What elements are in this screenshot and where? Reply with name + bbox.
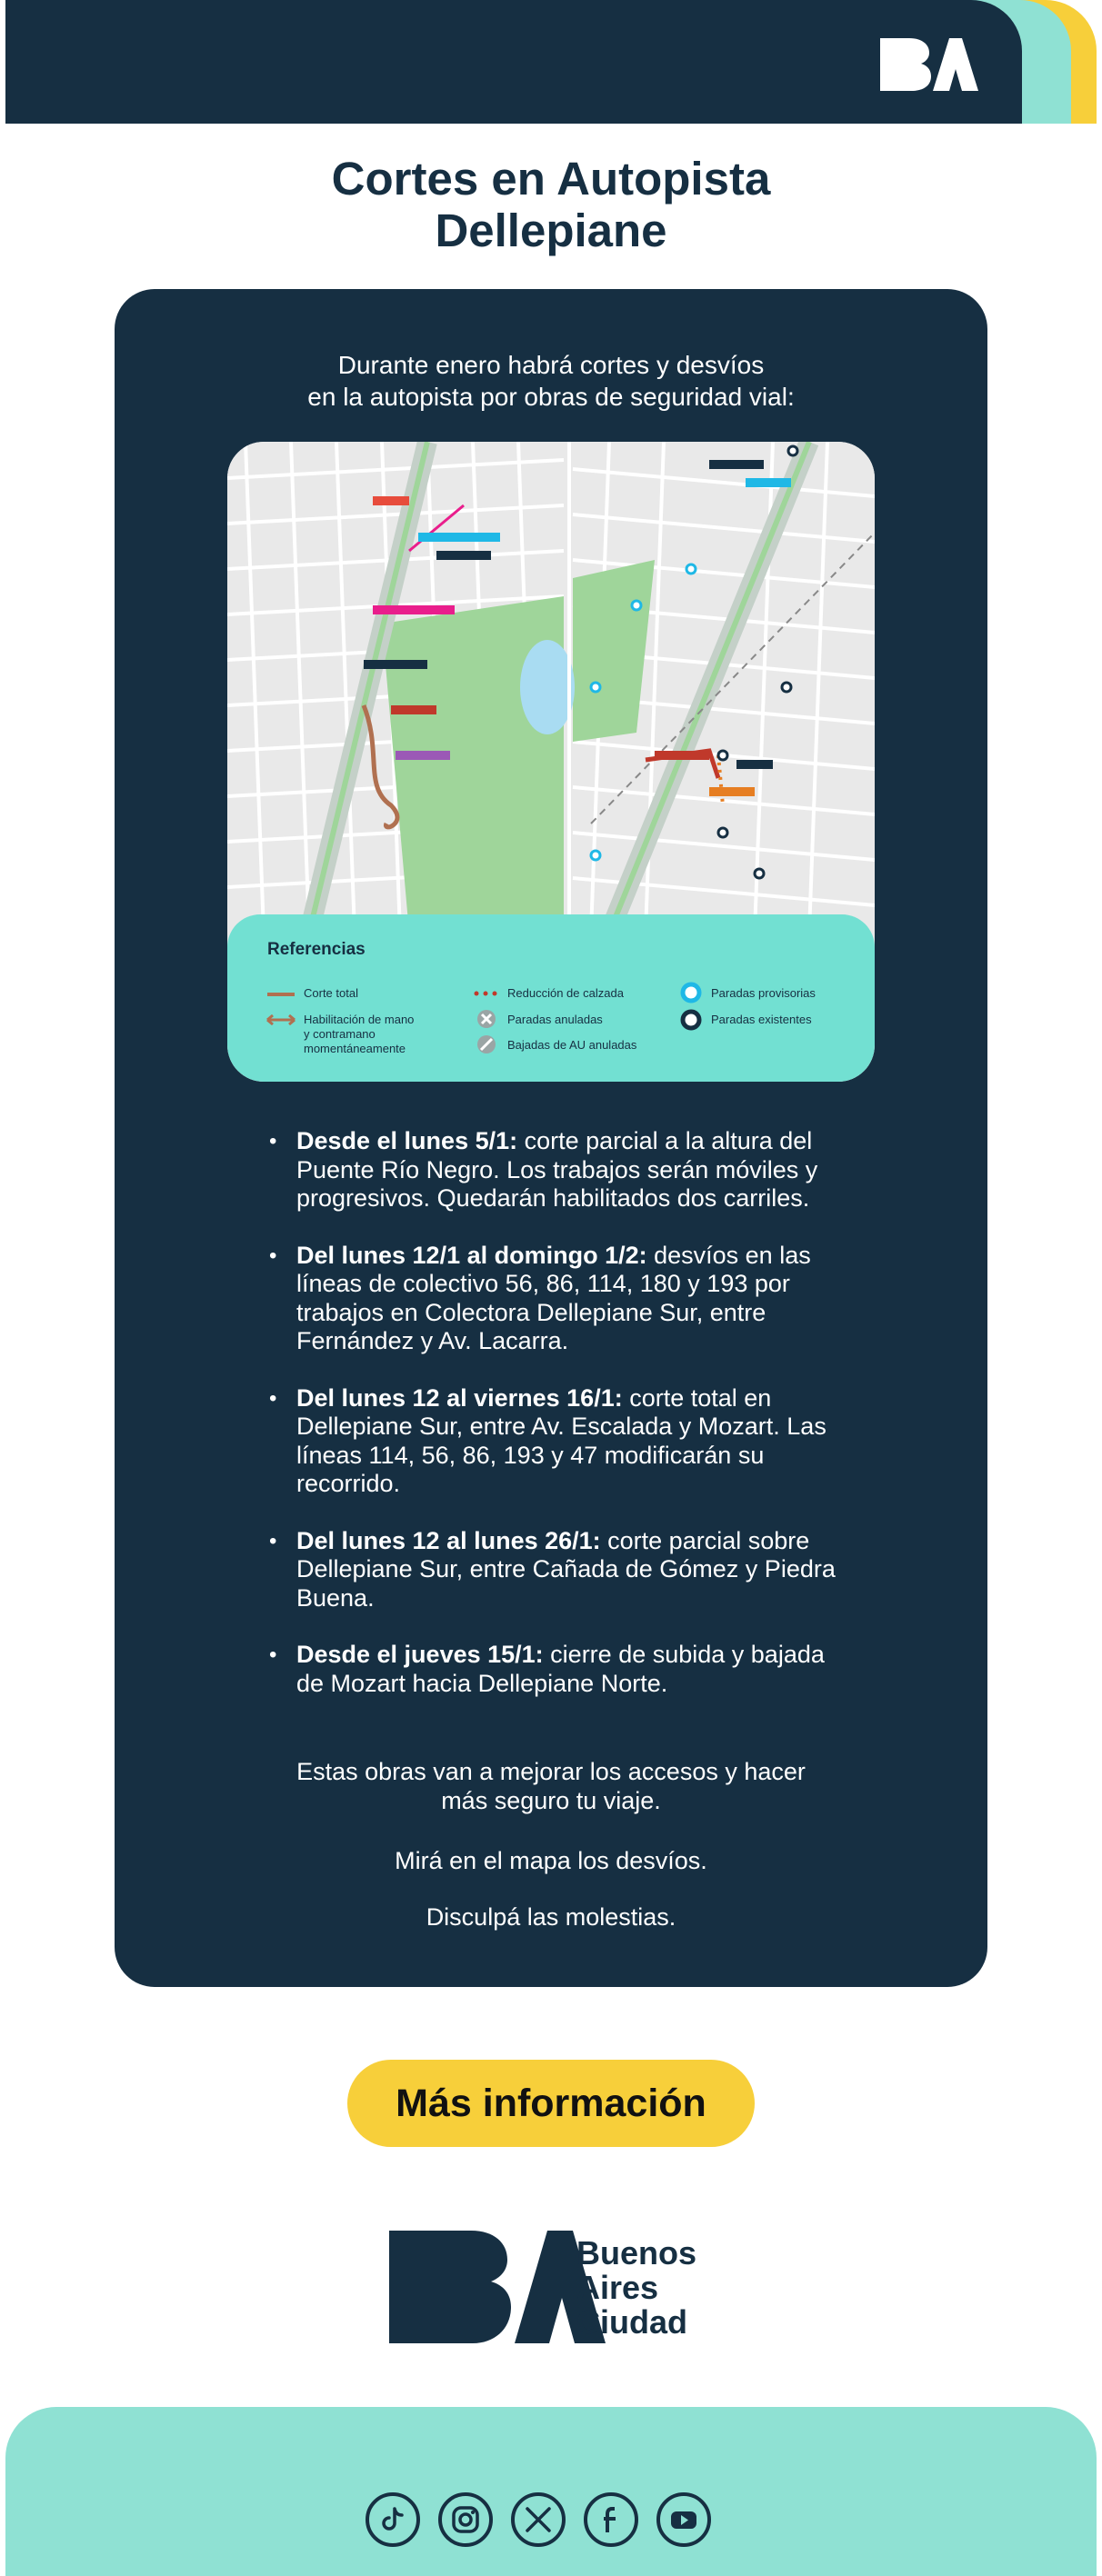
- header-navy-band: [5, 0, 1022, 124]
- ba-logo-icon[interactable]: [878, 36, 980, 93]
- tiktok-icon[interactable]: [366, 2492, 420, 2547]
- bajadas-anuladas-icon: [476, 1034, 496, 1054]
- reduccion-dots-icon: [473, 989, 498, 998]
- footer-band: [5, 2407, 1097, 2576]
- facebook-icon[interactable]: [584, 2492, 638, 2547]
- list-item: • Desde el jueves 15/1: cierre de subida y bajada de Mozart hacia Dellepiane Norte.: [269, 1641, 851, 1698]
- legend-bajadas-anuladas: Bajadas de AU anuladas: [507, 1038, 637, 1052]
- legend-reduccion: Reducción de calzada: [507, 986, 624, 1000]
- legend-habilitacion: Habilitación de mano y contramano momentáneamente: [304, 1013, 415, 1055]
- paradas-anuladas-icon: [476, 1009, 496, 1029]
- parada-existente-icon: [680, 1009, 702, 1031]
- corte-total-symbol: [267, 991, 295, 998]
- parada-provisoria-icon: [680, 982, 702, 1003]
- detour-list: [269, 1127, 851, 1726]
- legend-corte-total: Corte total: [304, 986, 358, 1000]
- map-legend: [227, 914, 875, 1082]
- intro-text: Durante enero habrá cortes y desvíos en la autopista por obras de seguridad vial:: [307, 351, 795, 411]
- page-title: Cortes en Autopista Dellepiane: [331, 153, 771, 256]
- legend-paradas-provisorias: Paradas provisorias: [711, 986, 816, 1000]
- list-item: • Desde el lunes 5/1: corte parcial a la altura del Puente Río Negro. Los trabajos serán móviles y progresivos. Quedarán habilitados dos carriles.: [269, 1127, 851, 1213]
- header-banner: [0, 0, 1102, 125]
- list-item: • Del lunes 12/1 al domingo 1/2: desvíos en las líneas de colectivo 56, 86, 114, 180 y 193 por trabajos en Colectora Dellepiane Sur, entre Fernández y Av. Lacarra.: [269, 1242, 851, 1356]
- closing-text-3: Disculpá las molestias.: [426, 1903, 676, 1931]
- map-image: [227, 442, 875, 933]
- list-item: • Del lunes 12 al lunes 26/1: corte parcial sobre Dellepiane Sur, entre Cañada de Gómez y Piedra Buena.: [269, 1527, 851, 1613]
- detour-map: [227, 442, 875, 1082]
- closing-text-2: Mirá en el mapa los desvíos.: [395, 1847, 707, 1874]
- info-card: [115, 289, 987, 1987]
- x-icon[interactable]: [511, 2492, 566, 2547]
- list-item: • Del lunes 12 al viernes 16/1: corte total en Dellepiane Sur, entre Av. Escalada y Mozart. Las líneas 114, 56, 86, 193 y 47 modificarán su recorrido.: [269, 1384, 851, 1499]
- mas-informacion-button[interactable]: Más información: [347, 2060, 755, 2147]
- closing-text-1: Estas obras van a mejorar los accesos y hacer más seguro tu viaje.: [296, 1758, 806, 1814]
- instagram-icon[interactable]: [438, 2492, 493, 2547]
- legend-paradas-existentes: Paradas existentes: [711, 1013, 812, 1026]
- legend-title: Referencias: [267, 940, 366, 959]
- legend-paradas-anuladas: Paradas anuladas: [507, 1013, 603, 1026]
- footer-logo-text: Buenos Aires Ciudad: [576, 2234, 697, 2341]
- youtube-icon[interactable]: [656, 2492, 711, 2547]
- habilitacion-arrow-icon: [265, 1014, 296, 1025]
